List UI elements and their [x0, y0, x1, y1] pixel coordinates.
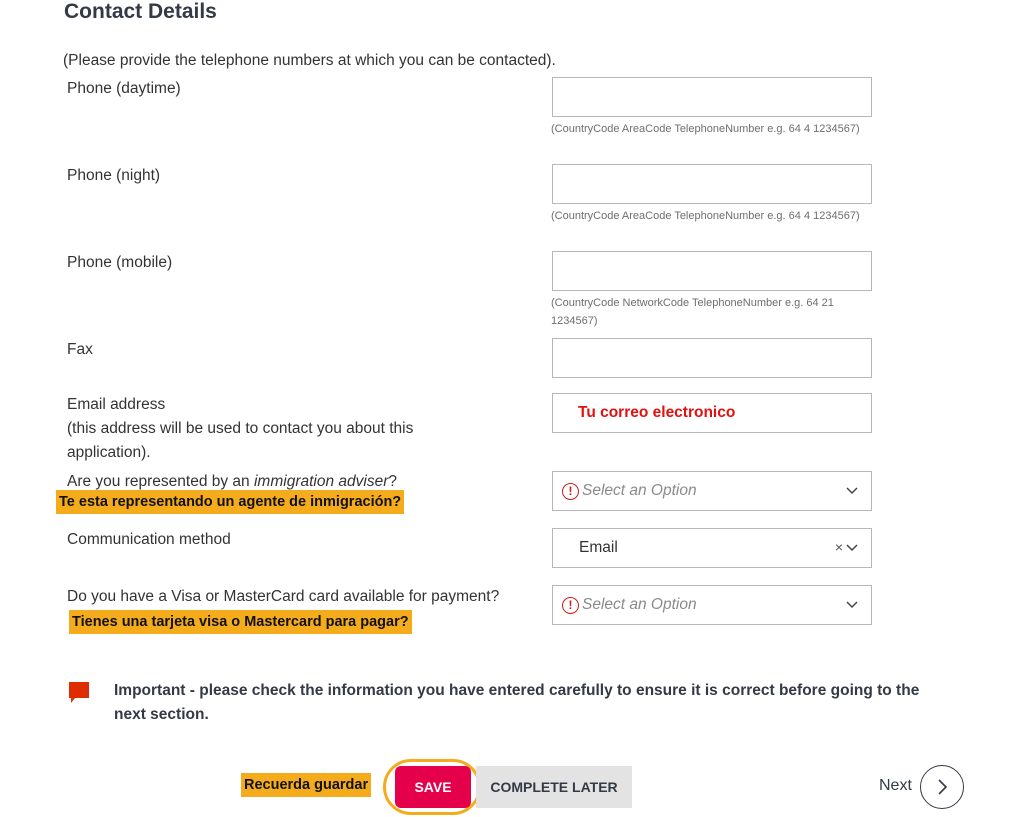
next-button[interactable]: [920, 765, 964, 809]
chevron-right-icon: [935, 778, 949, 796]
email-annotation: Tu correo electronico: [578, 404, 736, 421]
phone-mobile-hint: (CountryCode NetworkCode TelephoneNumber e.g. 64 21 1234567): [551, 297, 834, 327]
card-label: Do you have a Visa or MasterCard card available for payment?: [67, 588, 500, 605]
phone-daytime-hint: (CountryCode AreaCode TelephoneNumber e.g. 64 4 1234567): [551, 123, 860, 135]
communication-select[interactable]: [552, 528, 872, 568]
adviser-select[interactable]: [552, 471, 872, 511]
clear-icon[interactable]: ×: [834, 539, 843, 555]
phone-night-hint: (CountryCode AreaCode TelephoneNumber e.g. 64 4 1234567): [551, 210, 860, 222]
error-icon: !: [562, 597, 579, 614]
email-input[interactable]: [552, 393, 872, 433]
phone-daytime-label: Phone (daytime): [67, 80, 181, 97]
complete-later-button[interactable]: COMPLETE LATER: [476, 766, 632, 808]
fax-input[interactable]: [552, 338, 872, 378]
phone-daytime-input[interactable]: [552, 77, 872, 117]
phone-night-label: Phone (night): [67, 167, 161, 184]
adviser-label-suffix: ?: [388, 473, 397, 490]
communication-label: Communication method: [67, 531, 231, 548]
phone-night-input[interactable]: [552, 164, 872, 204]
card-placeholder: Select an Option: [582, 596, 697, 613]
email-label-line1: Email address: [67, 396, 166, 413]
chevron-down-icon: [845, 484, 859, 498]
fax-label: Fax: [67, 341, 93, 358]
error-icon: !: [562, 483, 579, 500]
card-select[interactable]: [552, 585, 872, 625]
important-flag-icon: [69, 682, 89, 704]
important-text: Important - please check the information you have entered carefully to ensure it is correct before going to the next section.: [114, 682, 920, 723]
adviser-note: Te esta representando un agente de inmigración?: [56, 490, 404, 514]
intro-text: (Please provide the telephone numbers at which you can be contacted).: [63, 52, 556, 69]
email-label-line3: application).: [67, 444, 151, 461]
phone-mobile-label: Phone (mobile): [67, 254, 173, 271]
chevron-down-icon: [845, 541, 859, 555]
adviser-label-prefix: Are you represented by an: [67, 473, 254, 490]
chevron-down-icon: [845, 598, 859, 612]
save-button[interactable]: SAVE: [395, 766, 471, 808]
email-label: [67, 393, 413, 465]
phone-mobile-input[interactable]: [552, 251, 872, 291]
adviser-placeholder: Select an Option: [582, 482, 697, 499]
remember-save-note: Recuerda guardar: [241, 773, 371, 797]
next-label[interactable]: Next: [879, 777, 912, 794]
card-note: Tienes una tarjeta visa o Mastercard para pagar?: [69, 610, 412, 634]
immigration-adviser-link[interactable]: immigration adviser: [253, 473, 389, 490]
page-title: Contact Details: [64, 0, 217, 23]
communication-value: Email: [579, 539, 618, 556]
email-label-line2: (this address will be used to contact you about this: [67, 420, 414, 437]
